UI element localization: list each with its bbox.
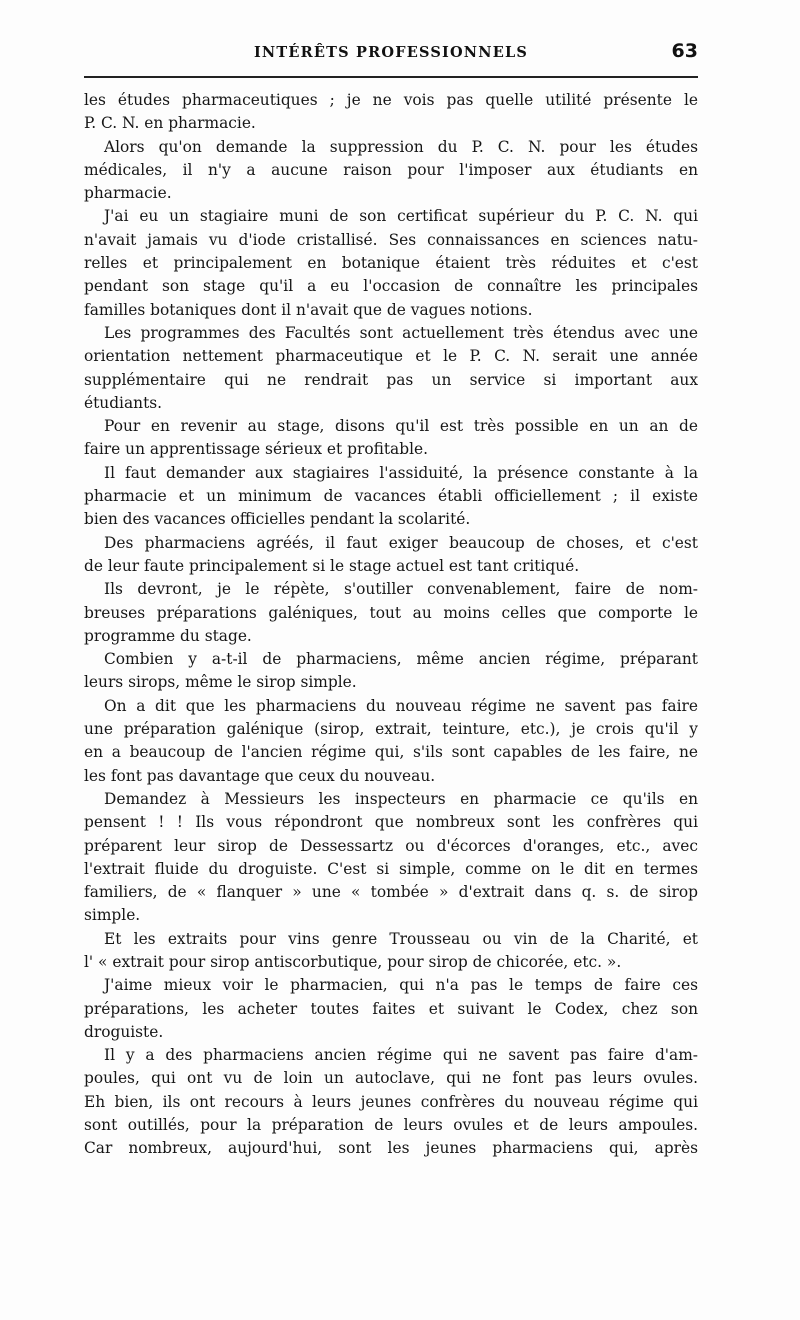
text-line: pharmacie. — [84, 184, 172, 203]
text-line: les études pharmaceutiques ; je ne vois pas quelle utilité présente le — [84, 91, 698, 109]
text-line: Des pharmaciens agréés, il faut exiger beaucoup de choses, et c'est — [104, 533, 698, 552]
text-line: bien des vacances officielles pendant la scolarité. — [84, 510, 471, 529]
text-line: l' « extrait pour sirop antiscorbutique, pour sirop de chicorée, etc. ». — [84, 952, 622, 971]
text-line: On a dit que les pharmaciens du nouveau régime ne savent pas faire — [104, 696, 698, 715]
text-line: pensent ! ! Ils vous répondront que nombreux sont les confrères qui — [84, 813, 698, 832]
text-line: pharmacie et un minimum de vacances établi officiellement ; il existe — [84, 487, 698, 506]
text-line: faire un apprentissage sérieux et profitable. — [84, 440, 428, 459]
text-line: J'ai eu un stagiaire muni de son certificat supérieur du P. C. N. qui — [104, 207, 698, 226]
text-line: préparations, les acheter toutes faites et suivant le Codex, chez son — [84, 999, 698, 1018]
text-line: familles botaniques dont il n'avait que de vagues notions. — [84, 300, 533, 319]
text-line: Ils devront, je le répète, s'outiller convenablement, faire de nom- — [104, 580, 698, 599]
text-line: relles et principalement en botanique étaient très réduites et c'est — [84, 254, 698, 273]
text-line: simple. — [84, 906, 141, 925]
text-line: Il faut demander aux stagiaires l'assiduité, la présence constante à la — [104, 463, 698, 482]
text-line: poules, qui ont vu de loin un autoclave, qui ne font pas leurs ovules. — [84, 1069, 698, 1088]
text-line: Il y a des pharmaciens ancien régime qui ne savent pas faire d'am- — [104, 1046, 698, 1065]
text-line: Combien y a-t-il de pharmaciens, même ancien régime, préparant — [104, 650, 698, 669]
text-line: une préparation galénique (sirop, extrait, teinture, etc.), je crois qu'il y — [84, 720, 698, 739]
text-line: n'avait jamais vu d'iode cristallisé. Ses connaissances en sciences natu- — [84, 230, 698, 249]
text-line: P. C. N. en pharmacie. — [84, 114, 256, 133]
text-line: Les programmes des Facultés sont actuellement très étendus avec une — [104, 323, 698, 342]
page-number: 63 — [671, 40, 698, 62]
text-line: l'extrait fluide du droguiste. C'est si simple, comme on le dit en termes — [84, 859, 698, 878]
text-line: en a beaucoup de l'ancien régime qui, s'ils sont capables de les faire, ne — [84, 743, 698, 762]
header-rule — [84, 76, 698, 78]
text-line: J'aime mieux voir le pharmacien, qui n'a pas le temps de faire ces — [104, 976, 698, 995]
text-line: supplémentaire qui ne rendrait pas un service si important aux — [84, 370, 698, 389]
text-line: Et les extraits pour vins genre Trousseau ou vin de la Charité, et — [104, 929, 698, 948]
text-line: Eh bien, ils ont recours à leurs jeunes confrères du nouveau régime qui — [84, 1092, 698, 1111]
text-line: Demandez à Messieurs les inspecteurs en pharmacie ce qu'ils en — [104, 789, 698, 808]
page-header — [84, 42, 698, 70]
text-line: familiers, de « flanquer » une « tombée » d'extrait dans q. s. de sirop — [84, 883, 698, 902]
text-line: Car nombreux, aujourd'hui, sont les jeunes pharmaciens qui, après — [84, 1139, 698, 1158]
text-line: breuses préparations galéniques, tout au moins celles que comporte le — [84, 603, 698, 622]
text-line: de leur faute principalement si le stage actuel est tant critiqué. — [84, 556, 580, 575]
text-line: sont outillés, pour la préparation de leurs ovules et de leurs ampoules. — [84, 1116, 698, 1135]
text-line: Alors qu'on demande la suppression du P. C. N. pour les études — [104, 137, 698, 156]
text-line: orientation nettement pharmaceutique et le P. C. N. serait une année — [84, 347, 698, 366]
text-line: leurs sirops, même le sirop simple. — [84, 673, 357, 692]
text-line: les font pas davantage que ceux du nouveau. — [84, 766, 436, 785]
text-line: pendant son stage qu'il a eu l'occasion de connaître les principales — [84, 277, 698, 296]
running-title: INTÉRÊTS PROFESSIONNELS — [253, 44, 529, 61]
text-line: programme du stage. — [84, 626, 252, 645]
text-line: étudiants. — [84, 393, 163, 412]
text-line: préparent leur sirop de Dessessartz ou d'écorces d'oranges, etc., avec — [84, 836, 698, 855]
text-line: médicales, il n'y a aucune raison pour l'imposer aux étudiants en — [84, 160, 698, 179]
text-line: Pour en revenir au stage, disons qu'il est très possible en un an de — [104, 417, 698, 436]
body-text — [84, 89, 698, 1161]
text-line: droguiste. — [84, 1022, 164, 1041]
